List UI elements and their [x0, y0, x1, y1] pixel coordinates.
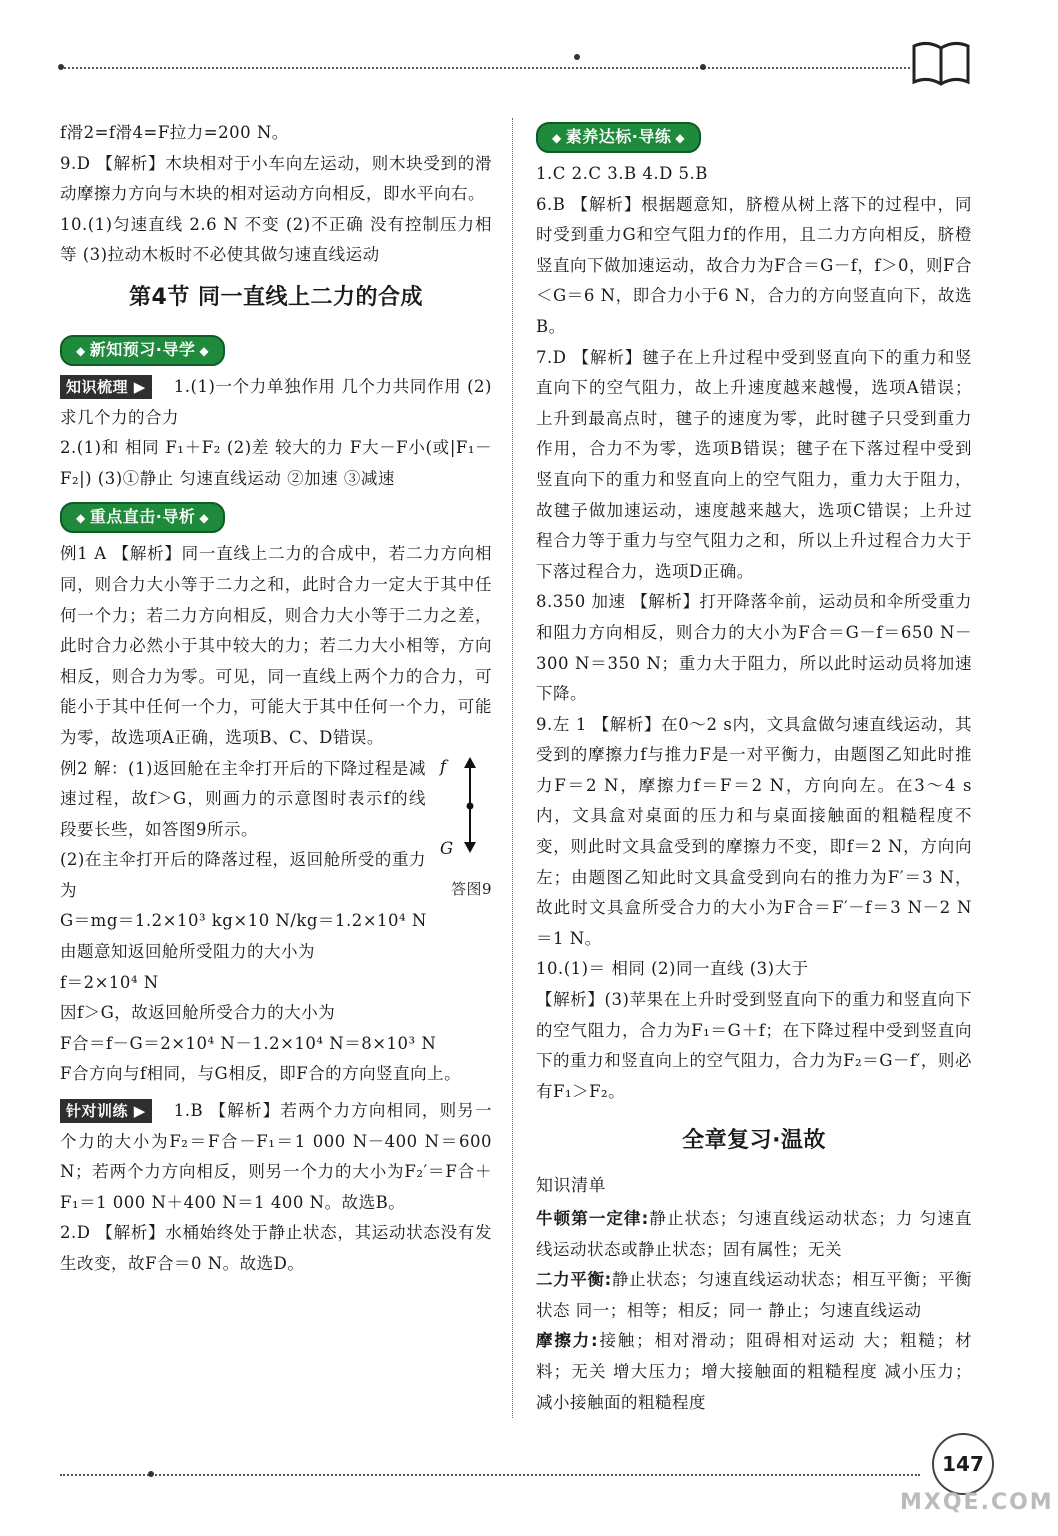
- example-2-line: G＝mg＝1.2×10³ kg×10 N/kg＝1.2×10⁴ N: [60, 911, 427, 931]
- answer-10-analysis: 【解析】(3)苹果在上升时受到竖直向下的重力和竖直向下的空气阻力，合力为F₁＝G＋f；在下降过程中受到竖直向下的重力和竖直向上的空气阻力，合力为F₂＝G－f′，则必有F₁＞F₂。: [536, 990, 972, 1101]
- section-title: 第4节 同一直线上二力的合成: [129, 284, 423, 310]
- answer-9: 9.D 【解析】木块相对于小车向左运动，则木块受到的滑动摩擦力方向与木块的相对运动方向相反，即水平向右。: [60, 153, 492, 204]
- banner-focus: [60, 502, 225, 533]
- example-2-line: 因f＞G，故返回舱所受合力的大小为: [60, 1003, 336, 1023]
- review-title: 全章复习·温故: [682, 1128, 826, 1154]
- header-dot: [58, 64, 64, 70]
- answer-10: 10.(1)匀速直线 2.6 N 不变 (2)不正确 没有控制压力相等 (3)拉动木板时不必使其做匀速直线运动: [60, 214, 492, 265]
- review-keyword: 牛顿第一定律:: [536, 1209, 649, 1228]
- force-g-label: G: [440, 838, 454, 858]
- answers-1-5: 1.C 2.C 3.B 4.D 5.B: [536, 164, 708, 183]
- header-dot: [574, 54, 580, 60]
- footer-dot: [148, 1471, 154, 1477]
- answer-7: 7.D 【解析】毽子在上升过程中受到竖直向下的重力和竖直向下的空气阻力，故上升速度越来越慢，选项A错误；上升到最高点时，毽子的速度为零，此时毽子只受到重力作用，合力不为零，选项B错误；毽子在下落过程中受到竖直向下的重力和竖直向上的空气阻力，重力大于阻力，故毽子做加速运动，速度越来越大，选项C错误；上升过程合力等于重力与空气阻力之和，所以上升过程合力大于下落过程合力，选项D正确。: [536, 347, 972, 581]
- play-icon: ▶: [133, 1102, 146, 1121]
- force-diagram: [432, 754, 492, 898]
- review-keyword: 二力平衡:: [536, 1270, 612, 1290]
- answer-10: 10.(1)＝ 相同 (2)同一直线 (3)大于: [536, 959, 809, 979]
- review-item: 接触；相对滑动；阻碍相对运动 大；粗糙；材料；无关 增大压力；增大接触面的粗糙程度 减小压力；减小接触面的粗糙程度: [536, 1331, 972, 1412]
- knowledge-2: 2.(1)和 相同 F₁＋F₂ (2)差 较大的力 F大－F小(或|F₁－F₂|) (3)①静止 匀速直线运动 ②加速 ③减速: [60, 438, 492, 488]
- footer-dotted-line: [60, 1474, 920, 1476]
- figure-caption: 答图9: [450, 879, 492, 898]
- right-column: [536, 118, 972, 1418]
- tag-training: [60, 1099, 152, 1123]
- diamond-icon: ◆: [552, 131, 562, 145]
- column-divider: [512, 118, 513, 1418]
- review-subtitle: 知识清单: [536, 1176, 606, 1197]
- header-dotted-line: [60, 67, 910, 69]
- review-keyword: 摩擦力:: [536, 1331, 599, 1351]
- training-1: 1.B 【解析】若两个力方向相同，则另一个力的大小为F₂＝F合－F₁＝1 000 N－400 N＝600 N；若两个力方向相反，则另一个力的大小为F₂′＝F合＋F₁＝1 000 N＋400 N＝1 400 N。故选B。: [60, 1101, 492, 1212]
- example-1: 例1 A 【解析】同一直线上二力的合成中，若二力方向相同，则合力大小等于二力之和，此时合力一定大于其中任何一个力；若二力方向相反，则合力大小等于二力之差，此时合力必然小于其中较大的力；若二力大小相等，方向相反，则合力为零。可见，同一直线上两个力的合力，可能小于其中任何一个力，可能大于其中任何一个力，可能为零，故选项A正确，选项B、C、D错误。: [60, 544, 492, 747]
- diamond-icon: ◆: [76, 511, 86, 526]
- book-icon: [910, 38, 972, 88]
- banner-label: 素养达标·导练: [565, 127, 672, 146]
- diamond-icon: ◆: [675, 131, 686, 145]
- tag-label: 针对训练: [66, 1102, 129, 1121]
- diamond-icon: ◆: [199, 343, 210, 358]
- banner-preview: [60, 335, 225, 366]
- diamond-icon: ◆: [199, 511, 210, 526]
- review-item: 静止状态；匀速直线运动状态；力 匀速直线运动状态或静止状态；固有属性；无关: [536, 1209, 972, 1259]
- example-2-line: F合＝f－G＝2×10⁴ N－1.2×10⁴ N＝8×10³ N: [60, 1033, 437, 1053]
- tag-label: 知识梳理: [66, 377, 129, 396]
- training-2: 2.D 【解析】水桶始终处于静止状态，其运动状态没有发生改变，故F合＝0 N。故选D。: [60, 1223, 492, 1273]
- answer-8: 8.350 加速 【解析】打开降落伞前，运动员和伞所受重力和阻力方向相反，则合力的大小为F合＝G－f＝650 N－300 N＝350 N；重力大于阻力，所以此时运动员将加速下降。: [536, 592, 972, 704]
- example-2-line: f＝2×10⁴ N: [60, 972, 159, 992]
- answer-9: 9.左 1 【解析】在0～2 s内，文具盒做匀速直线运动，其受到的摩擦力f与推力F是一对平衡力，由题图乙知此时推力F＝2 N，摩擦力f＝F＝2 N，方向向左。在3～4 s内，文具盒对桌面的压力和与桌面接触面的粗糙程度不变，则此时文具盒受到的摩擦力不变，即f＝2 N，方向向左；由题图乙知此时文具盒受到向右的推力为F′＝3 N，故此时文具盒所受合力的大小为F合＝F′－f＝3 N－2 N＝1 N。: [536, 714, 972, 948]
- banner-label: 新知预习·导学: [89, 339, 196, 359]
- left-column: [60, 118, 492, 1280]
- example-2-line: F合方向与f相同，与G相反，即F合的方向竖直向上。: [60, 1064, 462, 1084]
- example-2-line: 由题意知返回舱所受阻力的大小为: [60, 942, 315, 962]
- page-number: 147: [932, 1433, 994, 1495]
- banner-practice: [536, 122, 701, 153]
- example-2-part-2: (2)在主伞打开后的降落过程，返回舱所受的重力为: [60, 850, 426, 900]
- banner-label: 重点直击·导析: [89, 507, 196, 527]
- example-2-part-1: 例2 解：(1)返回舱在主伞打开后的下降过程是减速过程，故f＞G，则画力的示意图时表示f的线段要长些，如答图9所示。: [60, 758, 426, 839]
- diamond-icon: ◆: [76, 343, 86, 358]
- play-icon: ▶: [133, 377, 146, 396]
- answer-6: 6.B 【解析】根据题意知，脐橙从树上落下的过程中，同时受到重力G和空气阻力f的作用，且二力方向相反，脐橙竖直向下做加速运动，故合力为F合＝G－f，f＞0，则F合＜G＝6 N，即合力小于6 N，合力的方向竖直向下，故选B。: [536, 194, 972, 336]
- watermark: MXQE.COM: [900, 1490, 1054, 1515]
- header-dot: [700, 64, 706, 70]
- knowledge-1: 1.(1)一个力单独作用 几个力共同作用 (2)求几个力的合力: [60, 376, 492, 427]
- tag-knowledge: [60, 375, 152, 399]
- review-item: 静止状态；匀速直线运动状态；相互平衡；平衡状态 同一；相等；相反；同一 静止；匀速直线运动: [536, 1270, 973, 1320]
- answer-line: f滑2=f滑4=F拉力=200 N。: [60, 123, 289, 142]
- force-f-label: f: [440, 756, 447, 776]
- force-arrows: [450, 754, 490, 864]
